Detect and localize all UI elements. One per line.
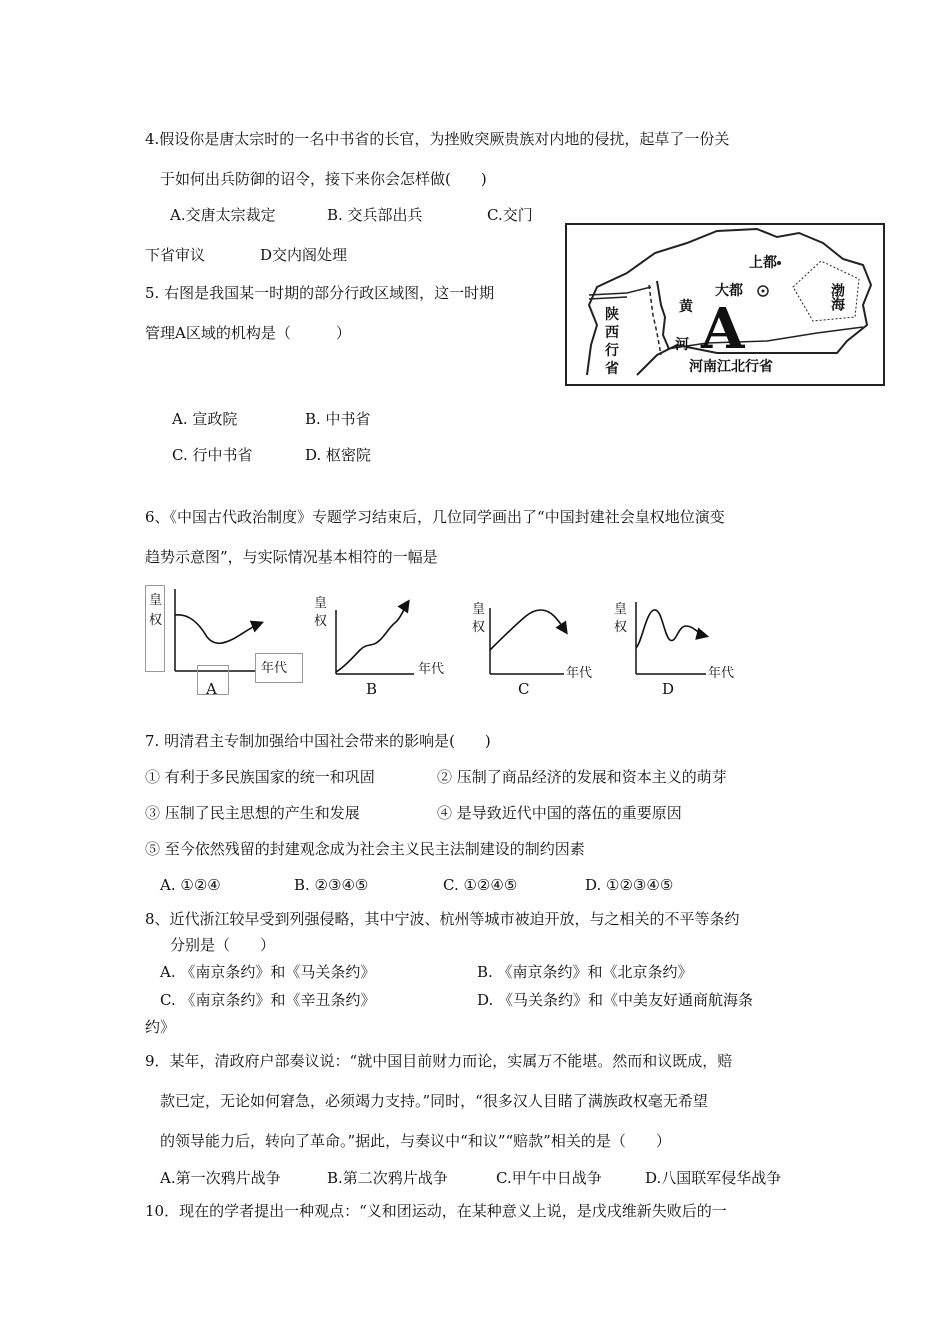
q6-chart-a [145, 585, 305, 700]
map-label-shaan: 陕 [605, 307, 619, 323]
q7-item-4: ④ 是导致近代中国的落伍的重要原因 [437, 804, 682, 822]
q8-stem-line1: 8、近代浙江较早受到列强侵略，其中宁波、杭州等城市被迫开放，与之相关的不平等条约 [145, 910, 740, 928]
map-region-a: A [701, 296, 745, 362]
q5-option-b: B. 中书省 [305, 410, 371, 428]
q7-item-5: ⑤ 至今依然残留的封建观念成为社会主义民主法制建设的制约因素 [145, 840, 585, 858]
q4-stem-line1: 4.假设你是唐太宗时的一名中书省的长官，为挫败突厥贵族对内地的侵扰，起草了一份关 [145, 130, 730, 148]
chart-c-caption: C [518, 680, 530, 698]
q6-chart-c [468, 598, 618, 700]
q7-item-2: ② 压制了商品经济的发展和资本主义的萌芽 [437, 768, 727, 786]
q8-option-c: C. 《南京条约》和《辛丑条约》 [160, 991, 376, 1009]
q8-option-b: B. 《南京条约》和《北京条约》 [477, 963, 693, 981]
q4-option-d: D交内阁处理 [260, 246, 348, 264]
q4-stem-line2: 于如何出兵防御的诏令，接下来你会怎样做( ) [160, 170, 487, 188]
chart-d-caption: D [662, 680, 675, 698]
q8-option-a: A. 《南京条约》和《马关条约》 [160, 963, 376, 981]
q6-chart-d [612, 598, 762, 700]
q5-stem-line2: 管理A区域的机构是（ ） [145, 324, 351, 342]
chart-c-xlabel: 年代 [566, 666, 593, 681]
chart-b-plot [310, 590, 470, 685]
q4-option-c-cont: 下省审议 [145, 246, 206, 264]
chart-c-ylabel-1: 皇 [472, 602, 486, 617]
chart-b-ylabel-2: 权 [314, 614, 328, 629]
q7-option-b: B. ②③④⑤ [294, 876, 369, 894]
q7-option-a: A. ①②④ [160, 876, 221, 894]
q7-option-d: D. ①②③④⑤ [585, 876, 674, 894]
q4-option-a: A.交唐太宗裁定 [170, 206, 276, 224]
chart-b-caption: B [366, 680, 378, 698]
chart-d-ylabel-1: 皇 [614, 602, 628, 617]
chart-a-caption: A [206, 680, 217, 698]
chart-c-ylabel-2: 权 [472, 620, 486, 635]
map-label-he: 河 [675, 337, 689, 353]
q4-option-c: C.交门 [487, 206, 533, 224]
map-label-dadu: 大都 [715, 283, 743, 299]
q8-stem-line2: 分别是（ ） [170, 936, 276, 954]
chart-d-plot [612, 598, 762, 683]
map-label-xing: 行 [605, 343, 619, 359]
q9-stem-line3: 的领导能力后，转向了革命。”据此，与奏议中“和议”“赔款”相关的是（ ） [160, 1132, 671, 1150]
q7-item-1: ① 有利于多民族国家的统一和巩固 [145, 768, 375, 786]
map-label-huang: 黄 [679, 299, 693, 315]
chart-b-xlabel: 年代 [418, 662, 445, 677]
q7-stem: 7. 明清君主专制加强给中国社会带来的影响是( ) [145, 732, 491, 750]
map-label-shangdu: 上都 [749, 255, 777, 271]
map-label-henan: 河南江北行省 [689, 359, 773, 375]
chart-c-plot [468, 598, 618, 683]
chart-d-xlabel: 年代 [708, 666, 735, 681]
q6-stem-line2: 趋势示意图”，与实际情况基本相符的一幅是 [145, 548, 438, 566]
q5-option-d: D. 枢密院 [305, 446, 372, 464]
q9-option-a: A.第一次鸦片战争 [160, 1169, 281, 1187]
q6-stem-line1: 6、《中国古代政治制度》专题学习结束后，几位同学画出了“中国封建社会皇权地位演变 [145, 508, 725, 526]
chart-a-xlabel: 年代 [261, 661, 288, 676]
chart-a-ylabel-1: 皇 [149, 593, 163, 608]
q7-option-c: C. ①②④⑤ [443, 876, 518, 894]
map-label-xi: 西 [605, 325, 619, 341]
q8-option-d-cont: 约》 [145, 1018, 176, 1036]
chart-b-ylabel-1: 皇 [314, 596, 328, 611]
q4-option-b: B. 交兵部出兵 [327, 206, 423, 224]
q6-chart-b [310, 590, 470, 700]
q9-option-d: D.八国联军侵华战争 [645, 1169, 782, 1187]
q5-stem-line1: 5. 右图是我国某一时期的部分行政区域图，这一时期 [145, 284, 495, 302]
chart-d-ylabel-2: 权 [614, 620, 628, 635]
q10-stem-line1: 10．现在的学者提出一种观点：“义和团运动，在某种意义上说，是戊戌维新失败后的一 [145, 1202, 727, 1220]
q9-stem-line2: 款已定，无论如何窘急，必须竭力支持。”同时，“很多汉人目睹了满族政权毫无希望 [160, 1092, 708, 1110]
q9-option-b: B.第二次鸦片战争 [327, 1169, 448, 1187]
q9-stem-line1: 9．某年，清政府户部奏议说：“就中国目前财力而论，实属万不能堪。然而和议既成，赔 [145, 1052, 733, 1070]
q5-option-c: C. 行中书省 [172, 446, 253, 464]
q7-item-3: ③ 压制了民主思想的产生和发展 [145, 804, 360, 822]
q5-map [565, 223, 885, 386]
q9-option-c: C.甲午中日战争 [496, 1169, 602, 1187]
q5-option-a: A. 宣政院 [172, 410, 238, 428]
map-label-bohai: 渤海 [829, 283, 845, 311]
q8-option-d: D. 《马关条约》和《中美友好通商航海条 [477, 991, 754, 1009]
chart-a-ylabel-2: 权 [149, 613, 163, 628]
map-label-sheng: 省 [605, 361, 619, 377]
